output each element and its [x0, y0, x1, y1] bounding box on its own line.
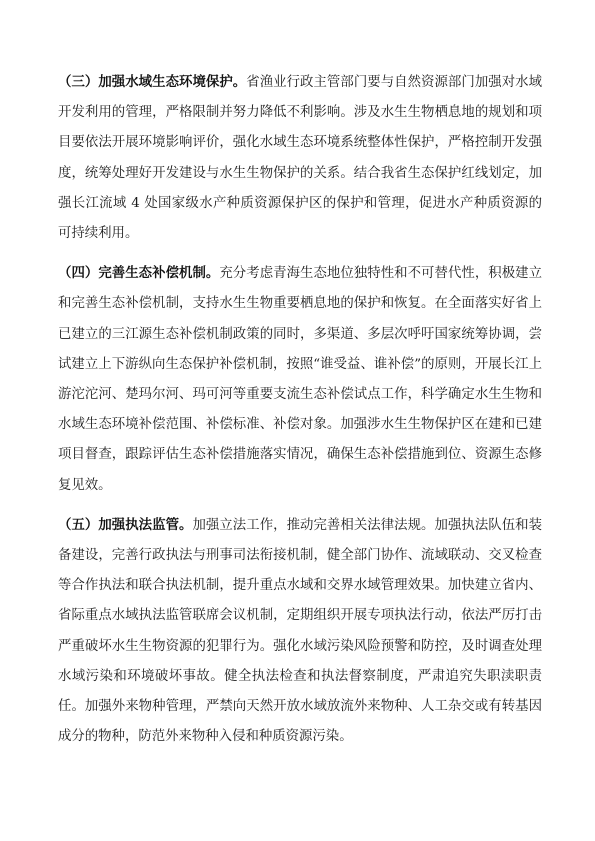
paragraph-3 — [58, 67, 542, 249]
paragraph-heading: （四）完善生态补偿机制。 — [58, 265, 220, 282]
paragraph-text: 省渔业行政主管部门要与自然资源部门加强对水域开发利用的管理，严格限制并努力降低不利影响。涉及水生生物栖息地的规划和项目要依法开展环境影响评价，强化水域生态环境系统整体性保护，严格控制开发强度，统筹处理好开发建设与水生生物保护的关系。结合我省生态保护红线划定，加强长江流域 4 处国家级水产种质资源保护区的保护和管理，促进水产种质资源的可持续利用。 — [58, 75, 543, 242]
paragraph-5 — [58, 510, 542, 753]
paragraph-heading: （五）加强执法监管。 — [58, 516, 193, 533]
paragraph-heading: （三）加强水域生态环境保护。 — [58, 74, 247, 90]
paragraph-4 — [58, 258, 542, 501]
paragraph-text: 充分考虑青海生态地位独特性和不可替代性，积极建立和完善生态补偿机制，支持水生生物重要栖息地的保护和恢复。在全面落实好省上已建立的三江源生态补偿机制政策的同时，多渠道、多层次呼吁国家统筹协调，尝试建立上下游纵向生态保护补偿机制，按照“谁受益、谁补偿”的原则，开展长江上游沱沱河、楚玛尔河、玛可河等重要支流生态补偿试点工作，科学确定水生生物和水域生态环境补偿范围、补偿标准、补偿对象。加强涉水生生物保护区在建和已建项目督查，跟踪评估生态补偿措施落实情况，确保生态补偿措施到位、资源生态修复见效。 — [58, 266, 543, 493]
paragraph-text: 加强立法工作，推动完善相关法律法规。加强执法队伍和装备建设，完善行政执法与刑事司法衔接机制，健全部门协作、流域联动、交叉检查等合作执法和联合执法机制，提升重点水域和交界水域管理效果。加快建立省内、省际重点水域执法监管联席会议机制，定期组织开展专项执法行动，依法严厉打击严重破坏水生生物资源的犯罪行为。强化水域污染风险预警和防控，及时调查处理水域污染和环境破坏事故。健全执法检查和执法督察制度，严肃追究失职渎职责任。加强外来物种管理，严禁向天然开放水域放流外来物种、人工杂交或有转基因成分的物种，防范外来物种入侵和种质资源污染。 — [58, 517, 543, 745]
document-body — [58, 67, 542, 761]
